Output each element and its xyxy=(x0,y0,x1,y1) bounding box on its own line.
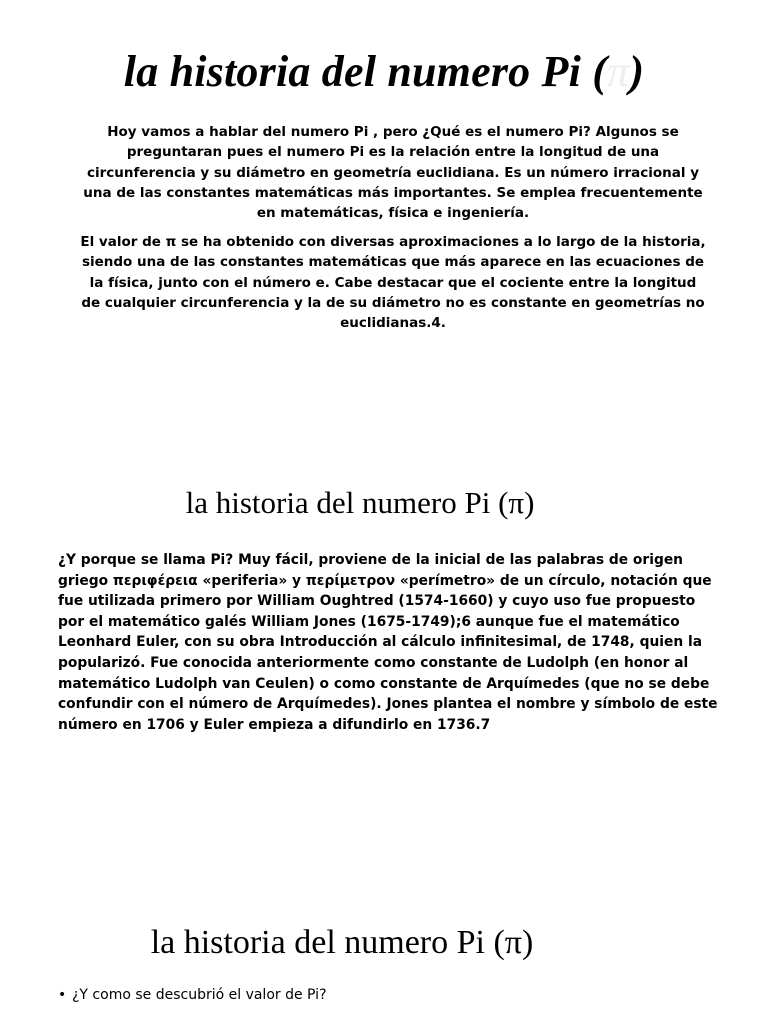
slide-1 xyxy=(0,0,768,430)
slide-1-title-pi: π xyxy=(607,47,630,96)
slide-1-paragraph-value: El valor de π se ha obtenido con diversas aproximaciones a lo largo de la historia, siendo una de las constantes matemáticas que más aparece en las ecuaciones de la física, junto con el número e. Cabe destacar que el cociente entre la longitud de cualquier circunferencia y la de su diámetro no es constante en geometrías no euclidianas.4. xyxy=(80,234,706,332)
slide-2-paragraph-name-origin: ¿Y porque se llama Pi? Muy fácil, proviene de la inicial de las palabras de origen griego περιφέρεια «periferia» y περίμετρον «perímetro» de un círculo, notación que fue utilizada primero por William Oughtred (1574-1660) y cuyo uso fue propuesto por el matemático galés William Jones (1675-1749);6 aunque fue el matemático Leonhard Euler, con su obra Introducción al cálculo infinitesimal, de 1748, quien la popularizó. Fue conocida anteriormente como constante de Ludolph (en honor al matemático Ludolph van Ceulen) o como constante de Arquímedes (que no se debe confundir con el número de Arquímedes). Jones plantea el nombre y símbolo de este número en 1706 y Euler empieza a difundirlo en 1736.7 xyxy=(58,552,718,733)
slide-1-title xyxy=(0,46,768,98)
slide-3-bullet-item xyxy=(58,985,327,1005)
slide-1-title-close: ) xyxy=(629,47,645,96)
slide-1-paragraph-intro: Hoy vamos a hablar del numero Pi , pero ¿Qué es el numero Pi? Algunos se preguntaran pues el numero Pi es la relación entre la longitud de una circunferencia y su diámetro en geometría euclidiana. Es un número irracional y una de las constantes matemáticas más importantes. Se emplea frecuentemente en matemáticas, física e ingeniería. xyxy=(83,124,703,222)
slide-3 xyxy=(0,860,768,1024)
bullet-dot-icon: • xyxy=(58,987,67,1003)
slide-1-title-text: la historia del numero Pi ( xyxy=(123,47,608,96)
slide-3-bullet-text: ¿Y como se descubrió el valor de Pi? xyxy=(72,987,327,1003)
slide-2-title: la historia del numero Pi (π) xyxy=(185,485,535,520)
slide-2 xyxy=(0,430,768,860)
slide-3-title: la historia del numero Pi (π) xyxy=(150,924,534,961)
